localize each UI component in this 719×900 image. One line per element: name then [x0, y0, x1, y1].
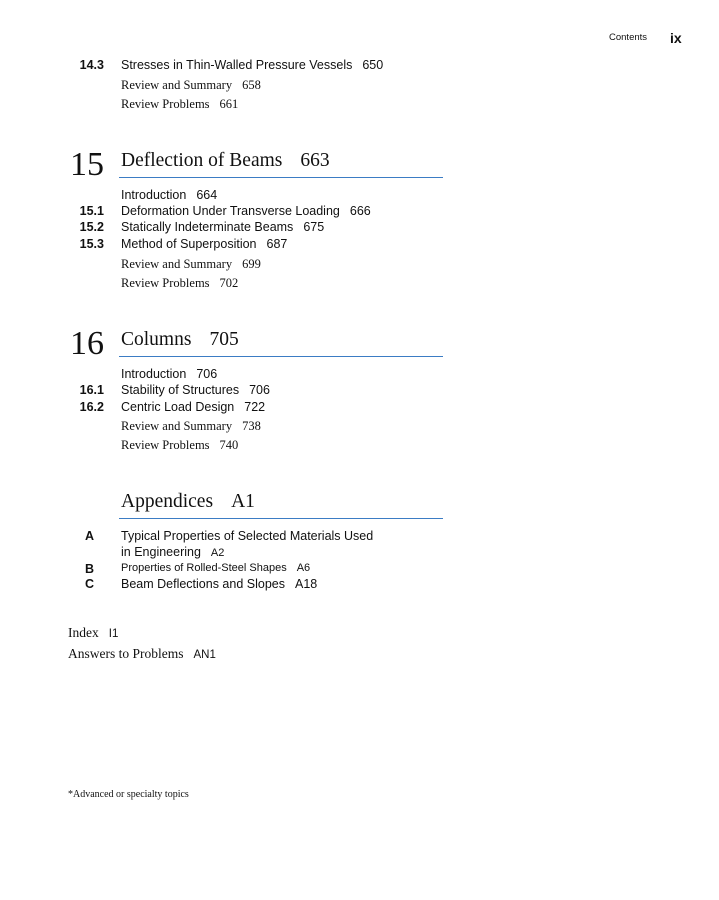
toc-entry-16-2[interactable] [121, 400, 265, 414]
toc-entry-appendix-b[interactable] [121, 562, 310, 574]
section-number: 15.3 [79, 237, 104, 251]
section-title: Centric Load Design [121, 400, 235, 414]
chapter-page: 705 [209, 329, 239, 350]
section-title: Stresses in Thin-Walled Pressure Vessels [121, 58, 353, 72]
toc-entry-appendix-a-cont[interactable] [121, 545, 224, 559]
appendix-title: Properties of Rolled-Steel Shapes [121, 562, 287, 574]
toc-entry-16-1[interactable] [121, 383, 270, 397]
toc-entry-15-2[interactable] [121, 220, 324, 234]
intro-page: 664 [196, 188, 218, 202]
review-problems-page: 740 [219, 438, 239, 452]
section-number: 16.1 [79, 383, 104, 397]
intro-label: Introduction [121, 367, 187, 381]
page-number: ix [670, 30, 682, 46]
toc-entry-review-problems-16[interactable] [121, 438, 238, 453]
review-problems-label: Review Problems [121, 276, 210, 290]
chapter-number-16: 16 [70, 325, 104, 362]
chapter-title-text: Columns [121, 329, 192, 350]
intro-label: Introduction [121, 188, 187, 202]
toc-entry-15-1[interactable] [121, 204, 371, 218]
answers-page: AN1 [193, 649, 216, 661]
toc-entry-review-summary-16[interactable] [121, 419, 261, 434]
toc-entry-review-problems-15[interactable] [121, 276, 238, 291]
toc-entry-review-problems-14[interactable] [121, 97, 238, 112]
toc-entry-introduction-16[interactable] [121, 367, 217, 381]
appendices-page: A1 [231, 491, 255, 512]
chapter-number-15: 15 [70, 146, 104, 183]
appendices-rule [119, 518, 443, 519]
section-page: 706 [249, 383, 270, 397]
appendix-page: A6 [296, 562, 311, 574]
intro-page: 706 [196, 367, 218, 381]
index-page: I1 [108, 628, 119, 640]
appendix-letter: C [84, 577, 94, 591]
toc-entry-answers[interactable] [68, 645, 216, 663]
section-number: 15.1 [79, 204, 104, 218]
review-summary-page: 658 [242, 78, 261, 92]
index-label: Index [68, 625, 99, 640]
section-number: 15.2 [79, 220, 104, 234]
section-title: Stability of Structures [121, 383, 240, 397]
section-title: Method of Superposition [121, 237, 257, 251]
appendix-title-line2: in Engineering [121, 545, 201, 559]
review-problems-label: Review Problems [121, 438, 210, 452]
section-title: Deformation Under Transverse Loading [121, 204, 340, 218]
chapter-title-16[interactable] [121, 329, 239, 351]
section-title: Statically Indeterminate Beams [121, 220, 294, 234]
appendix-letter: A [84, 529, 94, 543]
review-summary-page: 738 [242, 419, 261, 433]
section-page: 666 [349, 204, 371, 218]
chapter-title-text: Deflection of Beams [121, 150, 283, 171]
appendix-title-line1: Typical Properties of Selected Materials Used [121, 529, 374, 543]
chapter-page: 663 [300, 150, 330, 171]
appendix-title: Beam Deflections and Slopes [121, 577, 285, 591]
toc-entry-15-3[interactable] [121, 237, 287, 251]
section-page: 650 [362, 58, 384, 72]
running-header-label: Contents [609, 32, 648, 43]
section-page: 675 [303, 220, 325, 234]
review-problems-page: 661 [219, 97, 239, 111]
review-summary-label: Review and Summary [121, 257, 233, 271]
answers-label: Answers to Problems [68, 646, 184, 661]
appendices-title-text: Appendices [121, 491, 214, 512]
review-problems-page: 702 [219, 276, 239, 290]
footnote: *Advanced or specialty topics [68, 789, 189, 800]
review-summary-label: Review and Summary [121, 78, 233, 92]
appendix-letter: B [84, 562, 94, 576]
appendix-page: A18 [294, 577, 318, 591]
toc-entry-14-3[interactable] [121, 58, 383, 72]
appendices-title[interactable] [121, 491, 255, 513]
chapter-rule [119, 356, 443, 357]
toc-entry-appendix-c[interactable] [121, 577, 317, 591]
chapter-title-15[interactable] [121, 150, 330, 172]
review-summary-page: 699 [242, 257, 261, 271]
toc-entry-review-summary-15[interactable] [121, 257, 261, 272]
review-problems-label: Review Problems [121, 97, 210, 111]
review-summary-label: Review and Summary [121, 419, 233, 433]
toc-entry-appendix-a[interactable] [121, 529, 373, 543]
toc-entry-index[interactable] [68, 624, 118, 642]
section-number: 14.3 [79, 58, 104, 72]
appendix-page: A2 [210, 547, 225, 559]
section-number: 16.2 [79, 400, 104, 414]
toc-entry-review-summary-14[interactable] [121, 78, 261, 93]
chapter-rule [119, 177, 443, 178]
toc-entry-introduction-15[interactable] [121, 188, 217, 202]
section-page: 722 [244, 400, 266, 414]
section-page: 687 [266, 237, 288, 251]
